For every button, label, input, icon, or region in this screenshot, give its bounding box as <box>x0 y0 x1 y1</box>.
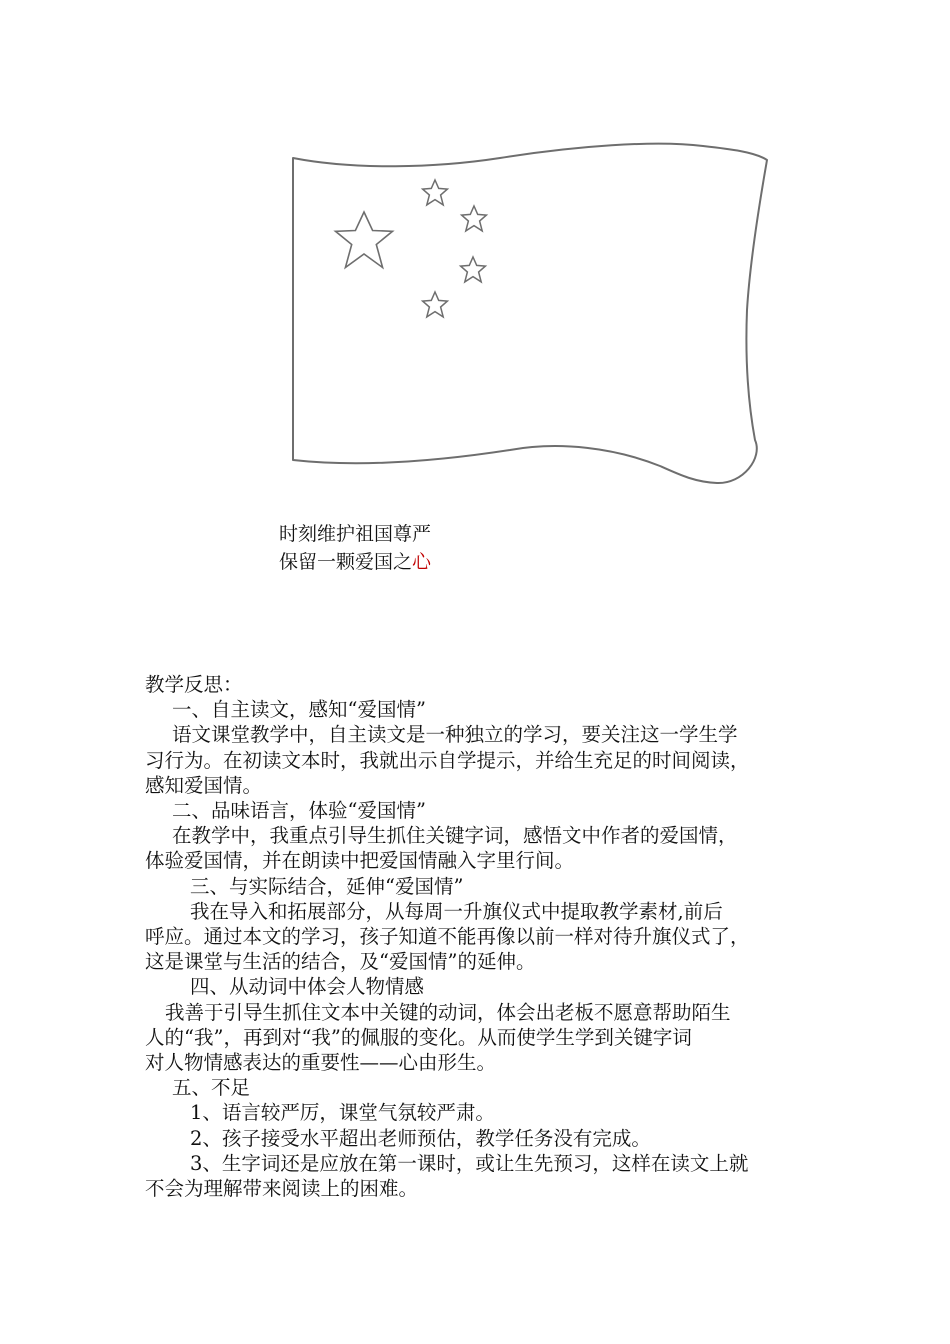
star-large <box>336 212 393 268</box>
section-3-title: 三、与实际结合，延伸“爱国情” <box>190 874 464 898</box>
paragraph-line: 体验爱国情，并在朗读中把爱国情融入字里行间。 <box>145 849 575 873</box>
paragraph-line: 呼应。通过本文的学习，孩子知道不能再像以前一样对待升旗仪式了， <box>145 925 750 949</box>
paragraph-line: 感知爱国情。 <box>145 773 263 797</box>
star-small-1 <box>423 180 448 205</box>
section-1-title: 一、自主读文，感知“爱国情” <box>172 698 426 722</box>
paragraph-line: 在教学中，我重点引导生抓住关键字词，感悟文中作者的爱国情， <box>172 824 738 848</box>
caption-line-2 <box>279 548 431 576</box>
section-2-title: 二、品味语言，体验“爱国情” <box>172 799 426 823</box>
paragraph-line: 我在导入和拓展部分，从每周一升旗仪式中提取教学素材,前后 <box>190 899 723 923</box>
flag-drawing <box>285 140 775 495</box>
list-item: 2、孩子接受水平超出老师预估，教学任务没有完成。 <box>190 1126 651 1150</box>
paragraph-line: 我善于引导生抓住文本中关键的动词，体会出老板不愿意帮助陌生 <box>165 1000 731 1024</box>
paragraph-line: 人的“我”，再到对“我”的佩服的变化。从而使学生学到关键字词 <box>145 1025 692 1049</box>
list-item: 1、语言较严厉，课堂气氛较严肃。 <box>190 1101 495 1125</box>
star-small-2 <box>462 206 487 231</box>
caption-line-2-text: 保留一颗爱国之 <box>279 551 413 573</box>
section-4-title: 四、从动词中体会人物情感 <box>190 975 425 999</box>
paragraph-line: 不会为理解带来阅读上的困难。 <box>145 1177 419 1201</box>
paragraph-line: 语文课堂教学中，自主读文是一种独立的学习，要关注这一学生学 <box>172 723 738 747</box>
reflection-heading: 教学反思： <box>145 673 243 696</box>
flag-caption <box>279 520 431 576</box>
caption-line-1: 时刻维护祖国尊严 <box>279 523 432 545</box>
flag-outline <box>293 144 767 483</box>
paragraph-line: 习行为。在初读文本时，我就出示自学提示，并给生充足的时间阅读， <box>145 748 750 772</box>
list-item: 3、生字词还是应放在第一课时，或让生先预习，这样在读文上就 <box>190 1151 749 1175</box>
star-small-3 <box>461 257 486 282</box>
flag-svg <box>285 140 775 495</box>
paragraph-line: 这是课堂与生活的结合，及“爱国情”的延伸。 <box>145 950 536 974</box>
star-small-4 <box>423 292 448 317</box>
section-5-title: 五、不足 <box>172 1076 251 1100</box>
caption-accent-char: 心 <box>412 551 432 573</box>
teaching-reflection <box>145 672 815 1201</box>
paragraph-line: 对人物情感表达的重要性——心由形生。 <box>145 1051 497 1075</box>
